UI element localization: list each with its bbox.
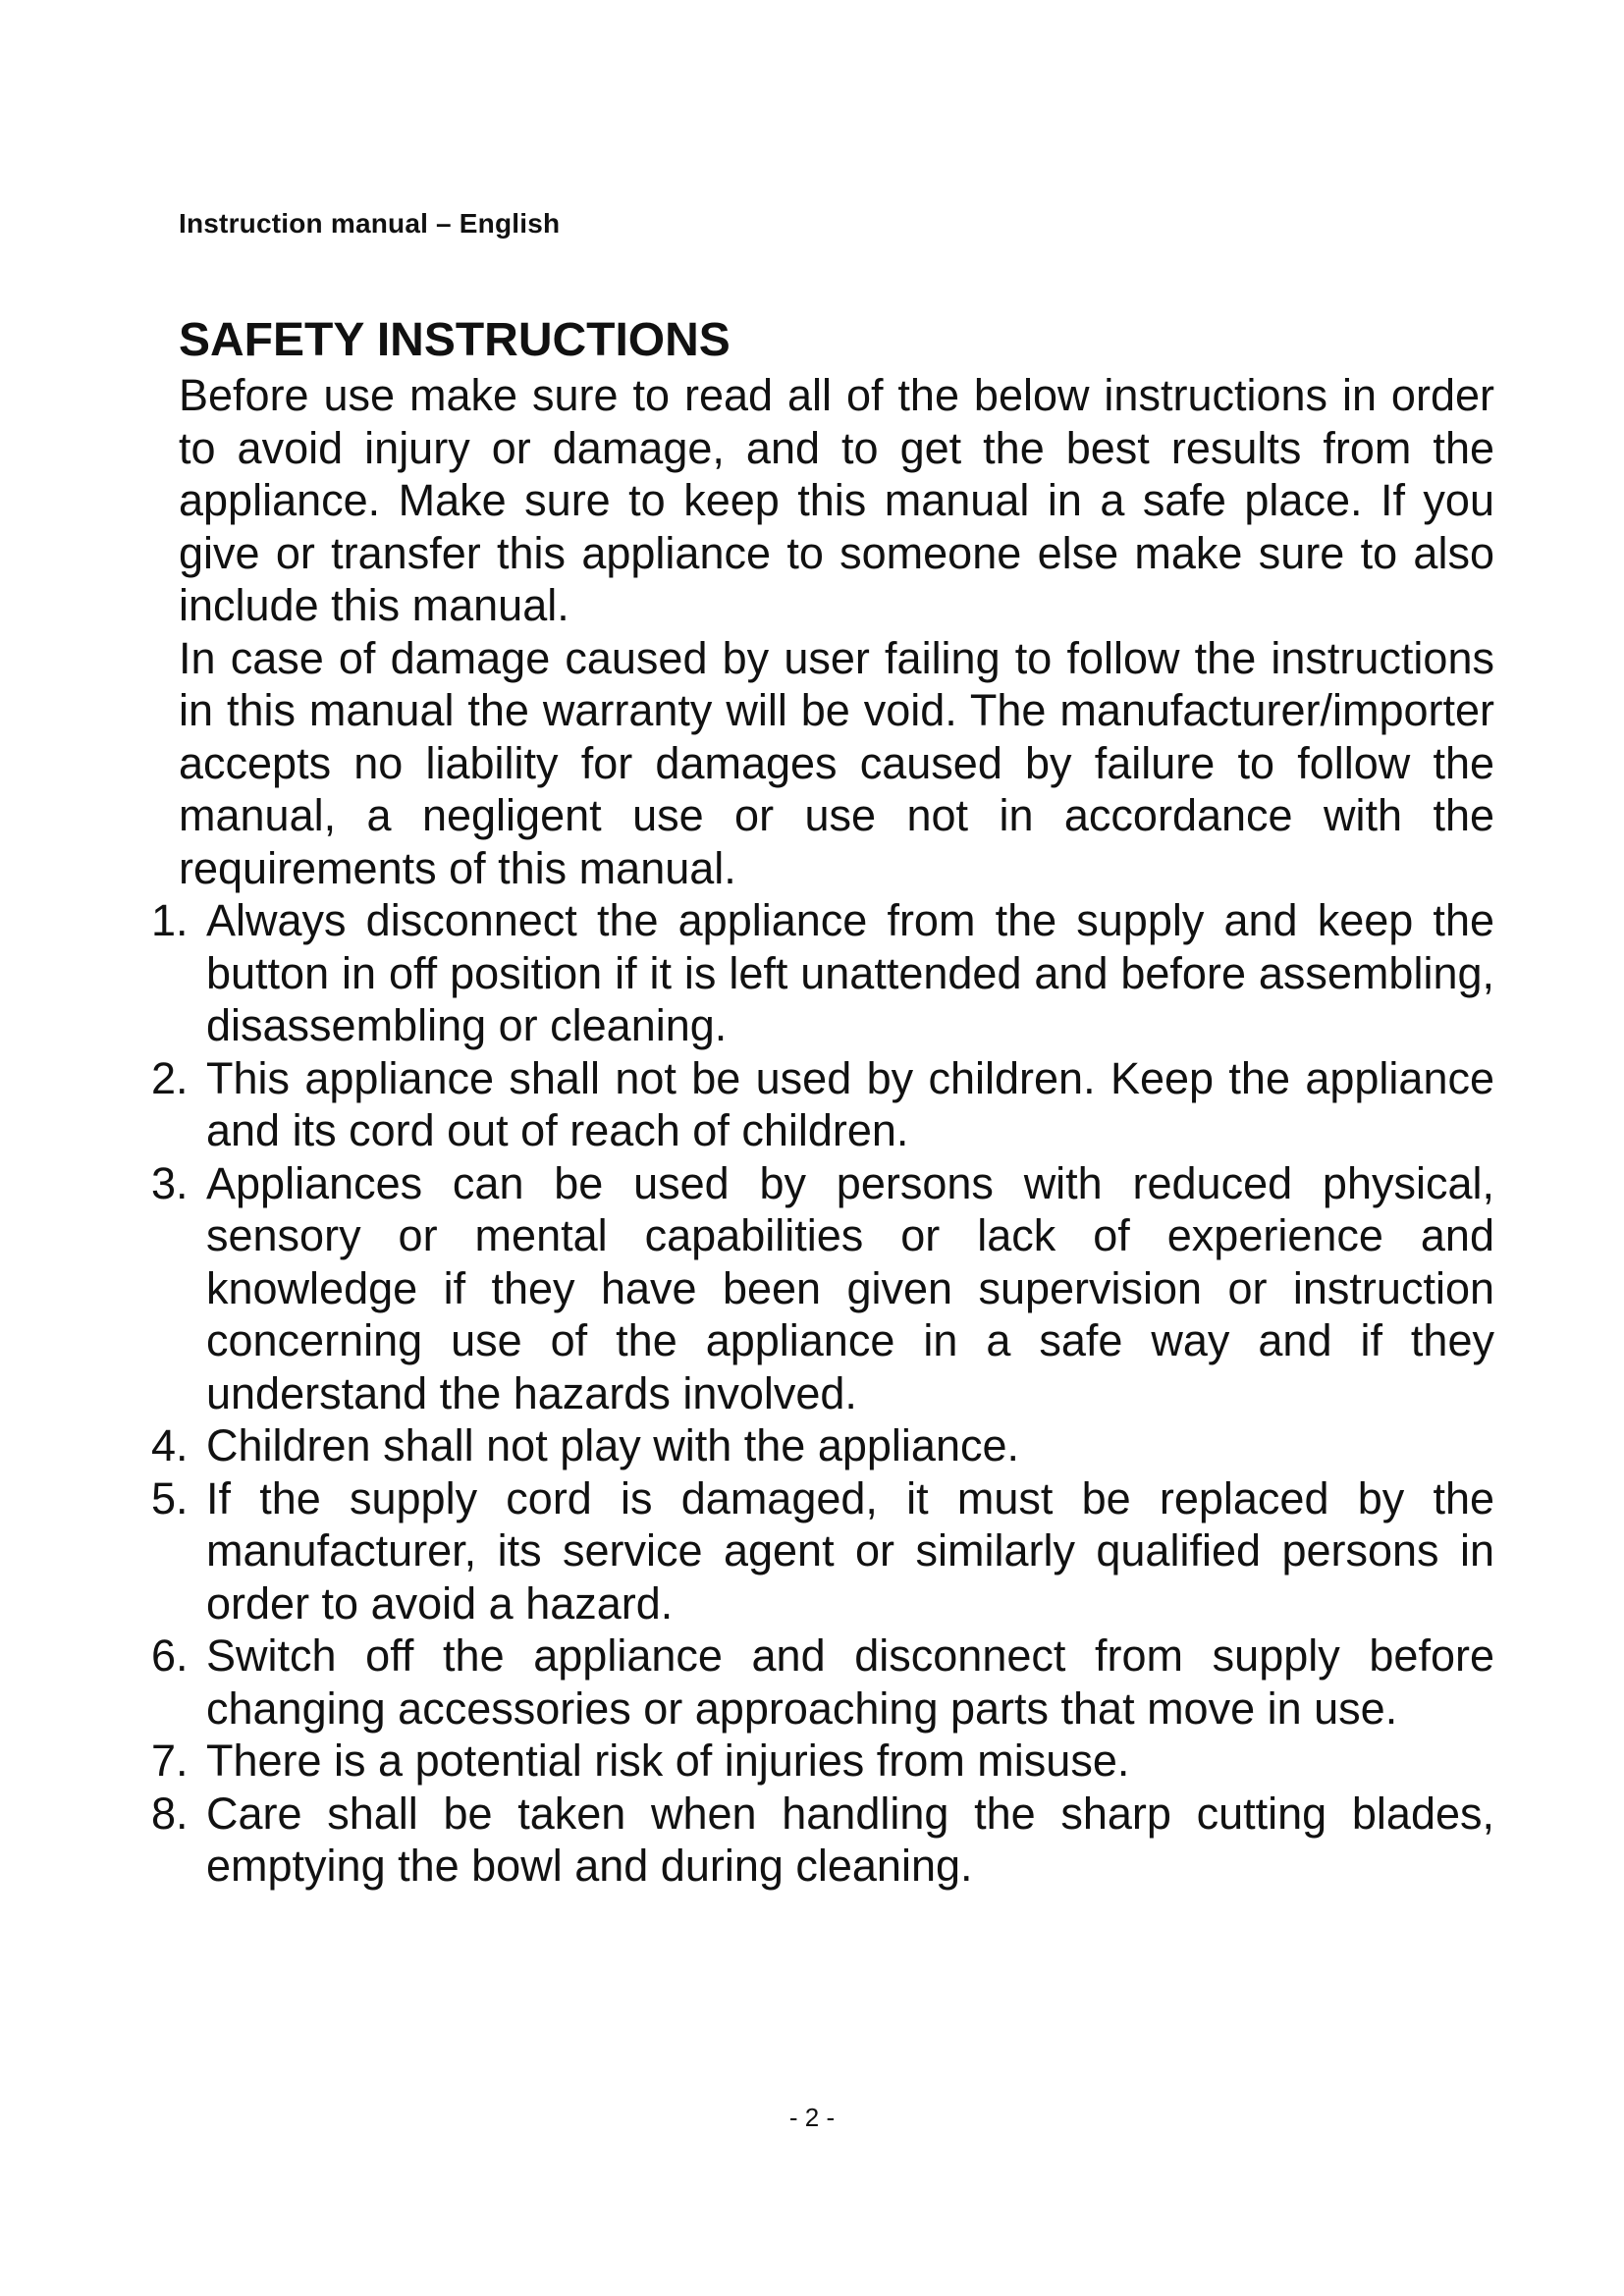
list-item-number: 3.	[151, 1157, 189, 1208]
list-item	[151, 1629, 1494, 1735]
document-header: Instruction manual – English	[179, 208, 561, 239]
safety-list	[151, 894, 1494, 1893]
list-item-number: 1.	[151, 895, 189, 945]
section-title: SAFETY INSTRUCTIONS	[179, 314, 731, 366]
list-item-number: 4.	[151, 1420, 189, 1470]
safety-section	[151, 312, 1494, 1893]
list-item-text: Appliances can be used by persons with reduced physical, sensory or mental capabilities or lack of experience and knowledge if they have been given supervision or instruction concerning use of the appliance in a safe way and if they understand the hazards involved.	[206, 1157, 1494, 1418]
list-item	[151, 1419, 1494, 1472]
list-item-number: 7.	[151, 1735, 189, 1786]
list-item-number: 5.	[151, 1472, 189, 1523]
intro-paragraph: Before use make sure to read all of the below instructions in order to avoid injury or damage, and to get the best results from the appliance. Make sure to keep this manual in a safe place. If you give or transfer this appliance to someone else make sure to also include this manual.	[179, 370, 1494, 630]
list-item-text: Care shall be taken when handling the sharp cutting blades, emptying the bowl and during cleaning.	[206, 1788, 1494, 1891]
list-item	[151, 1735, 1494, 1788]
page-number: - 2 -	[788, 2103, 836, 2132]
list-item-text: Switch off the appliance and disconnect from supply before changing accessories or approaching parts that move in use.	[206, 1630, 1494, 1734]
list-item	[151, 1472, 1494, 1630]
list-item	[151, 1157, 1494, 1420]
list-item	[151, 1052, 1494, 1157]
list-item-text: There is a potential risk of injuries from misuse.	[206, 1735, 1130, 1786]
list-item-text: If the supply cord is damaged, it must be replaced by the manufacturer, its service agent or similarly qualified persons in order to avoid a hazard.	[206, 1472, 1494, 1629]
warranty-paragraph: In case of damage caused by user failing to follow the instructions in this manual the warranty will be void. The manufacturer/importer accepts no liability for damages caused by failure to follow the manual, a negligent use or use not in accordance with the requirements of this manual.	[179, 632, 1494, 893]
list-item-text: Always disconnect the appliance from the supply and keep the button in off position if it is left unattended and before assembling, disassembling or cleaning.	[206, 895, 1494, 1050]
list-item-text: Children shall not play with the appliance.	[206, 1420, 1019, 1470]
list-item	[151, 894, 1494, 1052]
list-item-text: This appliance shall not be used by children. Keep the appliance and its cord out of reach of children.	[206, 1052, 1494, 1155]
list-item	[151, 1788, 1494, 1893]
list-item-number: 6.	[151, 1630, 189, 1681]
list-item-number: 2.	[151, 1052, 189, 1103]
list-item-number: 8.	[151, 1788, 189, 1839]
